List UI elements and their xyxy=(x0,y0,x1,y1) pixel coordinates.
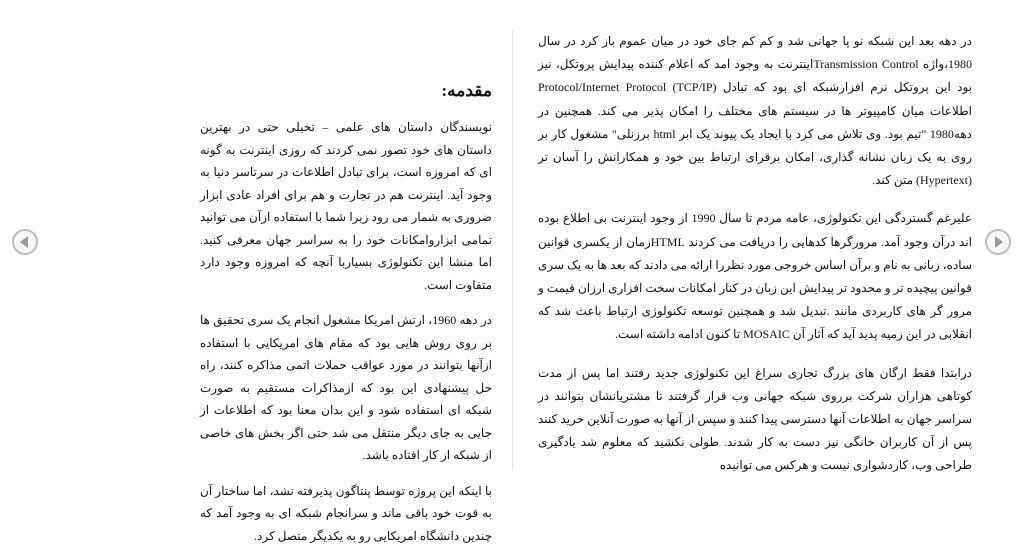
paragraph: درابتدا فقط ارگان های بزرگ تجاری سراغ این تکنولوژی جدید رفتند اما پس از مدت کوتاهی هزاران شرکت برروی شبکه جهانی وب قرار گرفتند تا مشتریانشان بتوانند در سراسر جهان به اطلاعات آنها دسترسی پیدا کنند و سپس از آنها به صورت آنلاین خرید کنند پس از آن کاربران خانگی نیز دست به کار شدند. طولی نکشید که معلوم شد یادگیری طراحی وب، کاردشواری نیست و هرکس می توانیده xyxy=(538,365,972,473)
paragraph: در دهه بعد این شبکه نو پا جهانی شد و کم کم جای خود در میان عموم باز کرد در سال 1980،واژه Transmission Controlاینترنت به وجود امد که اعلام کننده پیدایش پروتکل، نیز بود این پروتکل نرم افزارشبکه ای بود که تبادل Protocol/Internet Protocol (TCP/IP) اطلاعات میان کامپیوتر ها در سیستم های مختلف را امکان پذیر می کند. همچنین در دهه1980 "تیم بود. وی تلاش می کرد با ایجاد یک پیوند یک ابر html برزنلی" مشغول کار بر روی به یک زبان نشانه گذاری، امکان برقرای ارتباط بین خود و همکارانش را آسان تر (Hypertext) متن کند. xyxy=(538,34,972,188)
chevron-right-icon xyxy=(995,236,1003,248)
chevron-left-icon xyxy=(20,236,28,248)
paragraph: علیرغم گستردگی این تکنولوژی، عامه مردم تا سال 1990 از وجود اینترنت بی اطلاع بوده اند درآن وجود آمد. مرورگرها کدهایی را دریافت می کردند HTMLزمان از یکسری قوانین ساده، زبانی به نام و برآن اساس خروجی مورد نظررا ارائه می دادند که بعد ها به یک سری قوانین پیچیده تر و محدود تر پیدایش این زبان در کنار امکانات سخت افزاری ارزان قیمت و مرور گر های کاربردی مانند .تبدیل شد و همچنین توسعه تکنولوژی ارتباط باعث شد که انقلابی در این زمیه پدید آید که آثار آن MOSAIC تا کنون ادامه داشته است. xyxy=(538,211,973,342)
page-spine-divider xyxy=(512,30,513,470)
paragraph: نویسندگان داستان های علمی – تخیلی حتی در بهترین داستان های خود تصور نمی کردند که روزی اینترنت به گونه ای که امروزه است، برای تبادل اطلاعات در سرتاسر دنیا به وجود آید. اینترنت هم در تجارت و هم برای افراد عادی ابزار ضروری به شمار می رود زیرا شما با استفاده ازآن می توانید تمامی ابزاروامکانات خود را به سراسر جهان معرفی کنید. اما منشا این تکنولوژی بسیاربا آنچه که امروزه وجود دارد متفاوت است. xyxy=(200,120,492,292)
right-page xyxy=(538,30,972,493)
page-heading: مقدمه: xyxy=(441,81,492,100)
next-page-button[interactable] xyxy=(985,229,1011,255)
paragraph: در دهه 1960، ارتش امریکا مشغول انجام یک سری تحقیق ها بر روی روش هایی بود که مقام های امریکایی با استفاده ازآنها بتوانند در مورد عواقب حملات اتمی مذاکره کنند، راه حل پیشنهادی این بود که ازمذاکرات مستقیم به صورت شبکه ای استفاده شود و این بدان معنا بود که اطلاعات از جایی به جای دیگر منتقل می شد حتی اگر بخش های خاصی از شبکه از کار افتاده باشد. xyxy=(200,313,492,462)
paragraph: با اینکه این پروژه توسط پنتاگون پذیرفته نشد، اما ساختار آن به قوت خود باقی ماند و سرانجام شبکه ای به وجود آمد که چندین دانشگاه امریکایی رو به یکدیگر متصل کرد. xyxy=(200,483,492,543)
previous-page-button[interactable] xyxy=(12,229,38,255)
left-page xyxy=(200,80,492,560)
